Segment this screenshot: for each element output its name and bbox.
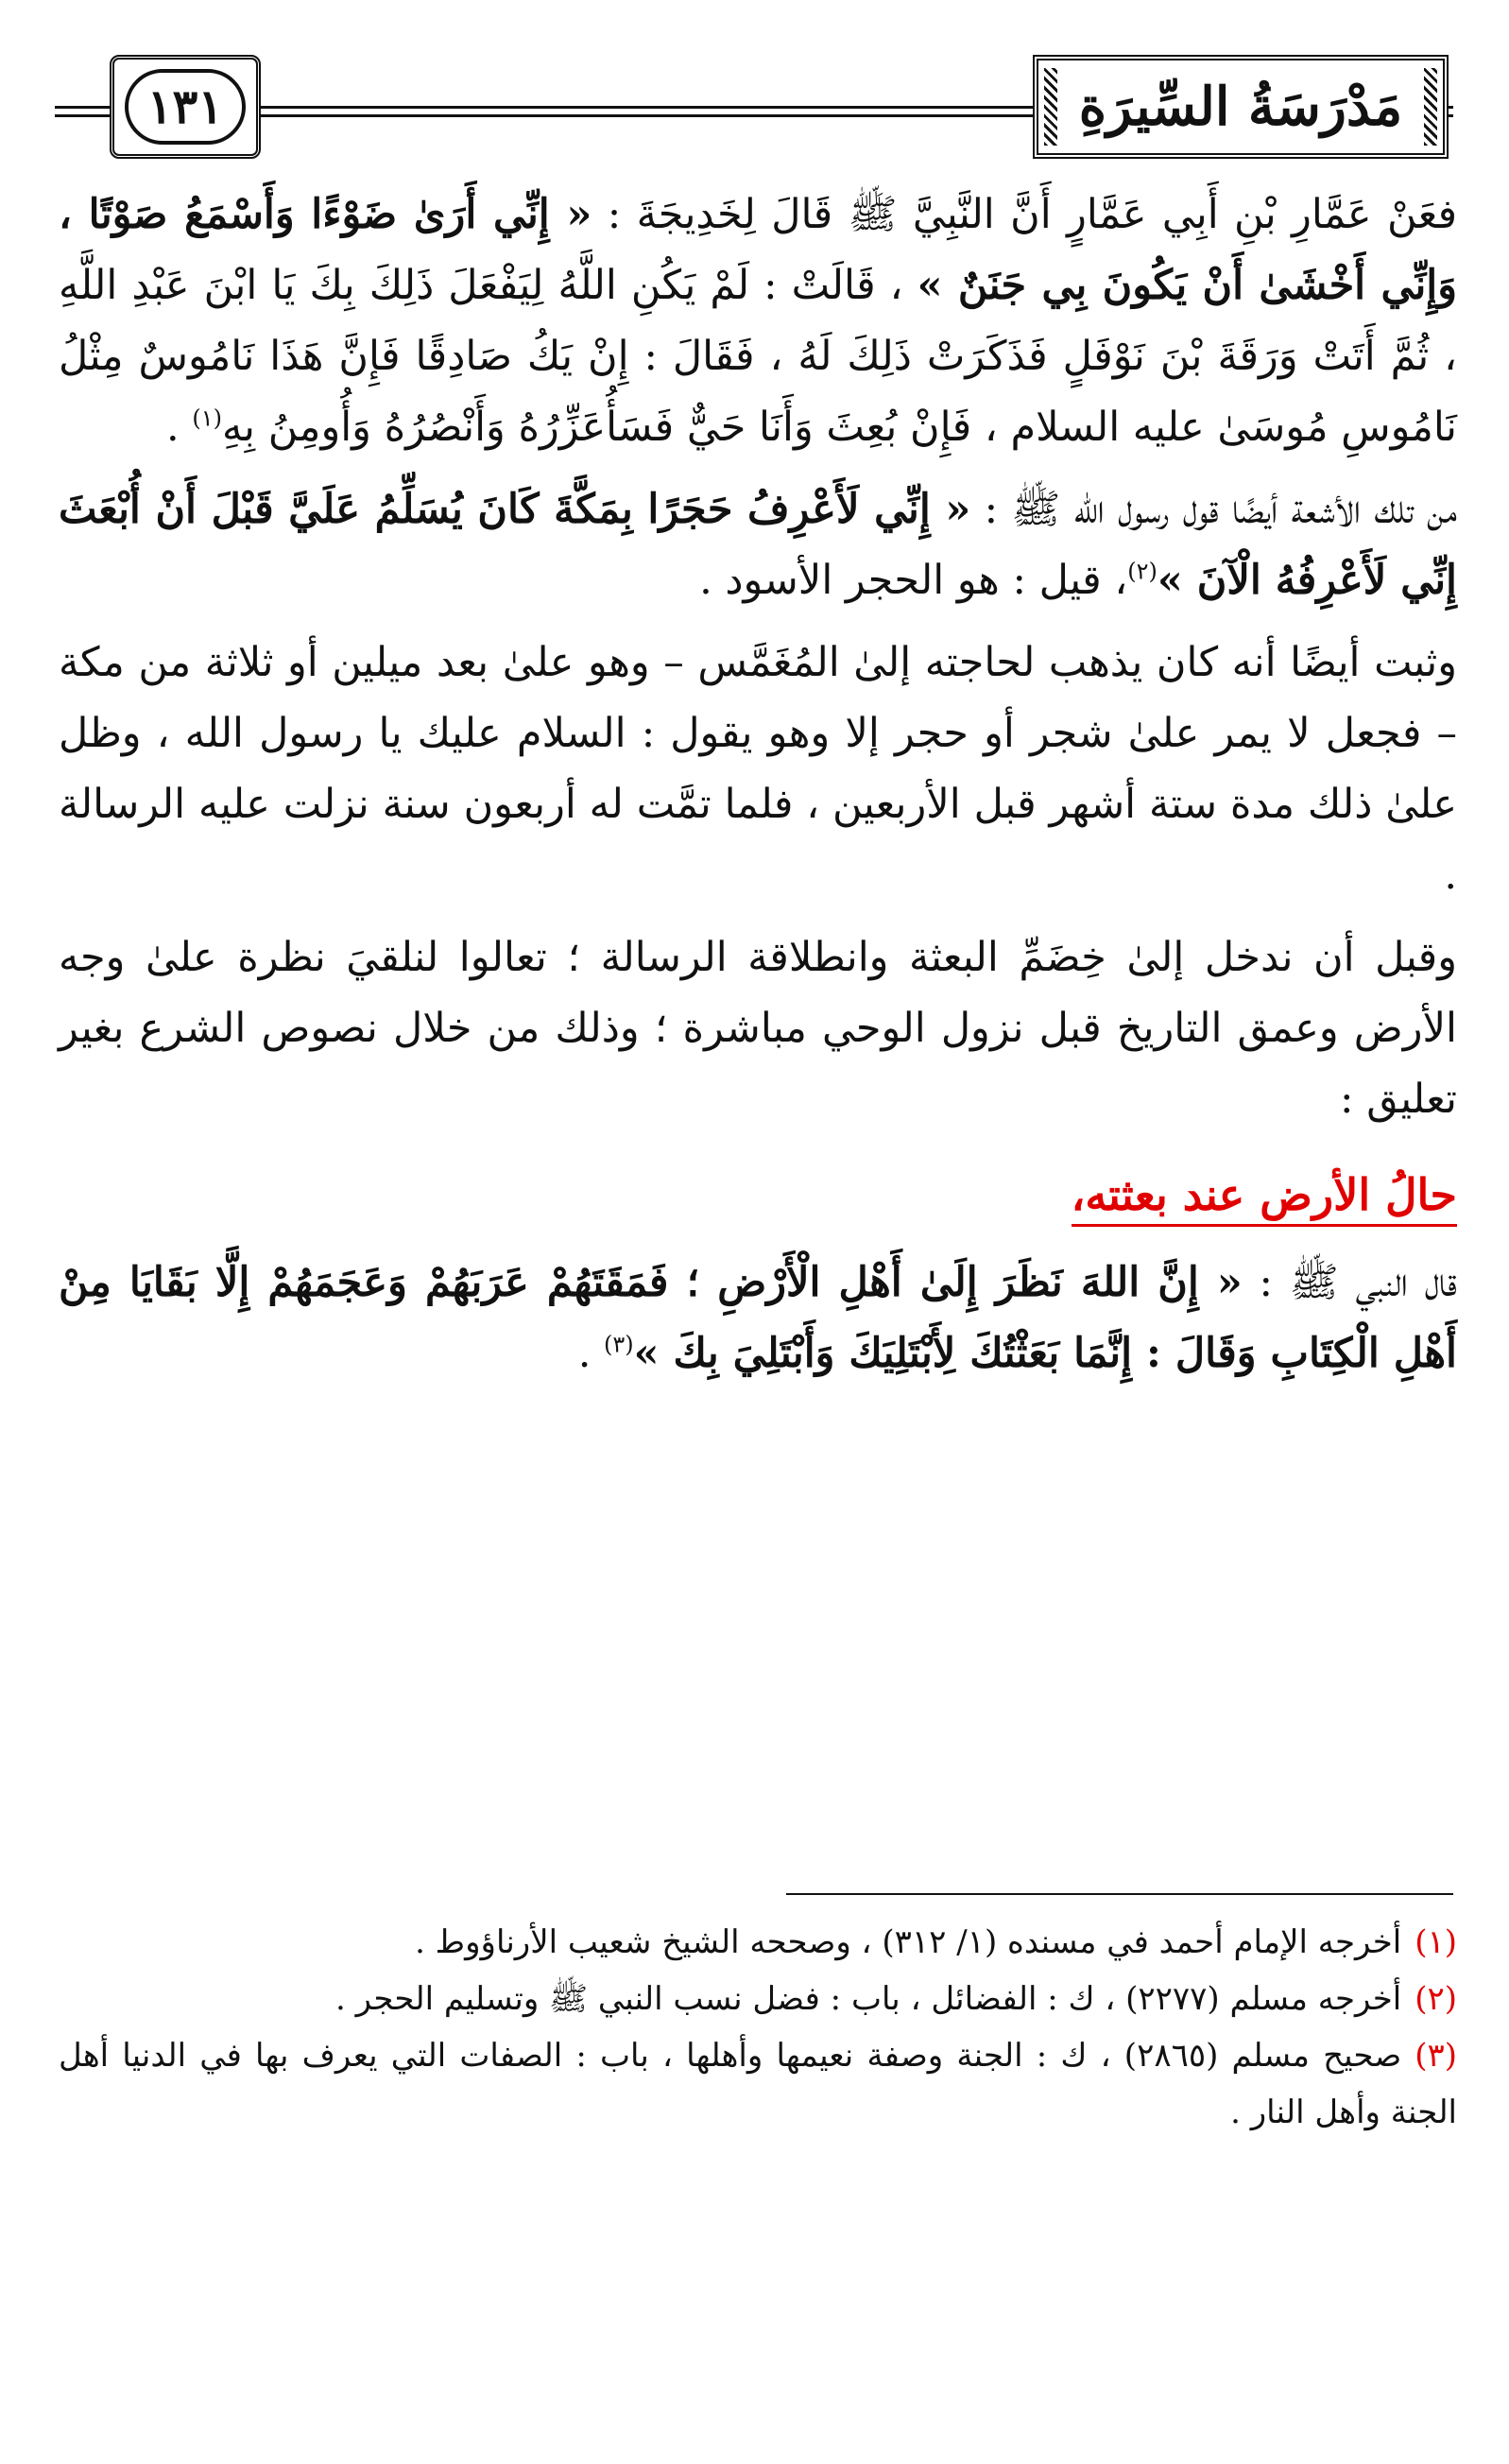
paragraph-text: وقبل أن ندخل إلىٰ خِضَمِّ البعثة وانطلاقة الرسالة ؛ تعالوا لنلقيَ نظرة علىٰ وجه الأرض وعمق التاريخ قبل نزول الوحي مباشرة ؛ وذلك من خلال نصوص الشرع بغير تعليق : [59,934,1457,1123]
footnote-ref: (٢) [1127,558,1157,585]
hadith-quote: « إِنِّي لَأَعْرِفُ حَجَرًا بِمَكَّةَ كَانَ يُسَلِّمُ عَلَيَّ قَبْلَ أَنْ أُبْعَثَ إِنِّي لَأَعْرِفُهُ الْآنَ » [59,486,1457,604]
paragraph-text: . [577,1330,605,1377]
hadith-quote: « إِنَّ اللهَ نَظَرَ إِلَىٰ أَهْلِ الْأَرْضِ ؛ فَمَقَتَهُمْ عَرَبَهُمْ وَعَجَمَهُمْ إِلَّا بَقَايَا مِنْ أَهْلِ الْكِتَابِ وَقَالَ : إِنَّمَا بَعَثْتُكَ لِأَبْتَلِيَكَ وَأَبْتَلِيَ بِكَ » [59,1259,1457,1377]
footnote-2 [59,1971,1457,2027]
paragraph-text: ، قَالَتْ : لَمْ يَكُنِ اللَّهُ لِيَفْعَلَ ذَلِكَ بِكَ يَا ابْنَ عَبْدِ اللَّهِ ، ثُمَّ أَتَتْ وَرَقَةَ بْنَ نَوْفَلٍ فَذَكَرَتْ ذَلِكَ لَهُ ، فَقَالَ : إِنْ يَكُ صَادِقًا فَإِنَّ هَذَا نَامُوسٌ مِثْلُ نَامُوسِ مُوسَىٰ عليه السلام ، فَإِنْ بُعِثَ وَأَنَا حَيٌّ فَسَأُعَزِّرُهُ وَأَنْصُرُهُ وَأُومِنُ بِهِ [59,262,1457,451]
paragraph-1 [59,180,1457,463]
paragraph-text: ، قيل : هو الحجر الأسود . [699,557,1128,604]
paragraph-text: وثبت أيضًا أنه كان يذهب لحاجته إلىٰ المُغَمَّس – وهو علىٰ بعد ميلين أو ثلاثة من مكة – فجعل لا يمر علىٰ شجر أو حجر إلا وهو يقول : السلام عليك يا رسول الله ، وظل علىٰ ذلك مدة ستة أشهر قبل الأربعين ، فلما تمَّت له أربعون سنة نزلت عليه الرسالة . [59,639,1457,899]
page-number: ١٣١ [125,69,246,145]
paragraph-5 [59,1248,1457,1389]
page-header [55,55,1453,164]
footnote-text: أخرجه مسلم (٢٢٧٧) ، ك : الفضائل ، باب : فضل نسب النبي ﷺ وتسليم الحجر . [335,1980,1402,2018]
page-number-frame [110,55,261,159]
paragraph-4 [59,922,1457,1135]
footnote-ref: (١) [192,405,222,432]
book-title: مَدْرَسَةُ السِّيرَةِ [1033,55,1449,159]
main-content [59,180,1457,1389]
footnote-text: صحيح مسلم (٢٨٦٥) ، ك : الجنة وصفة نعيمها وأهلها ، باب : الصفات التي يعرف بها في الدنيا أهل الجنة وأهل النار . [59,2037,1457,2131]
paragraph-3 [59,628,1457,911]
paragraph-text: فعَنْ عَمَّارِ بْنِ أَبِي عَمَّارٍ أَنَّ النَّبِيَّ ﷺ قَالَ لِخَدِيجَةَ : [592,191,1457,238]
footnote-number: (١) [1415,1923,1457,1961]
footnotes [59,1914,1457,2141]
footnote-number: (٢) [1415,1980,1457,2018]
footnote-ref: (٣) [604,1331,634,1358]
footnote-text: أخرجه الإمام أحمد في مسنده (١/ ٣١٢) ، وصححه الشيخ شعيب الأرناؤوط . [415,1923,1402,1961]
paragraph-2 [59,474,1457,616]
hadith-quote: « إِنِّي أَرَىٰ ضَوْءًا وَأَسْمَعُ صَوْتًا ، وَإِنِّي أَخْشَىٰ أَنْ يَكُونَ بِي جَنَنٌ » [59,191,1457,309]
footnote-3 [59,2027,1457,2141]
footnote-1 [59,1914,1457,1971]
paragraph-text: . [166,404,193,451]
paragraph-text: من تلك الأشعة أيضًا قول رسول الله ﷺ : [970,486,1457,533]
section-heading [59,1160,1457,1231]
paragraph-text: قال النبي ﷺ : [1242,1259,1457,1306]
section-heading-text: حالُ الأرض عند بعثته، [1072,1169,1458,1227]
footnote-number: (٣) [1415,2037,1457,2075]
footnote-separator [786,1893,1453,1895]
